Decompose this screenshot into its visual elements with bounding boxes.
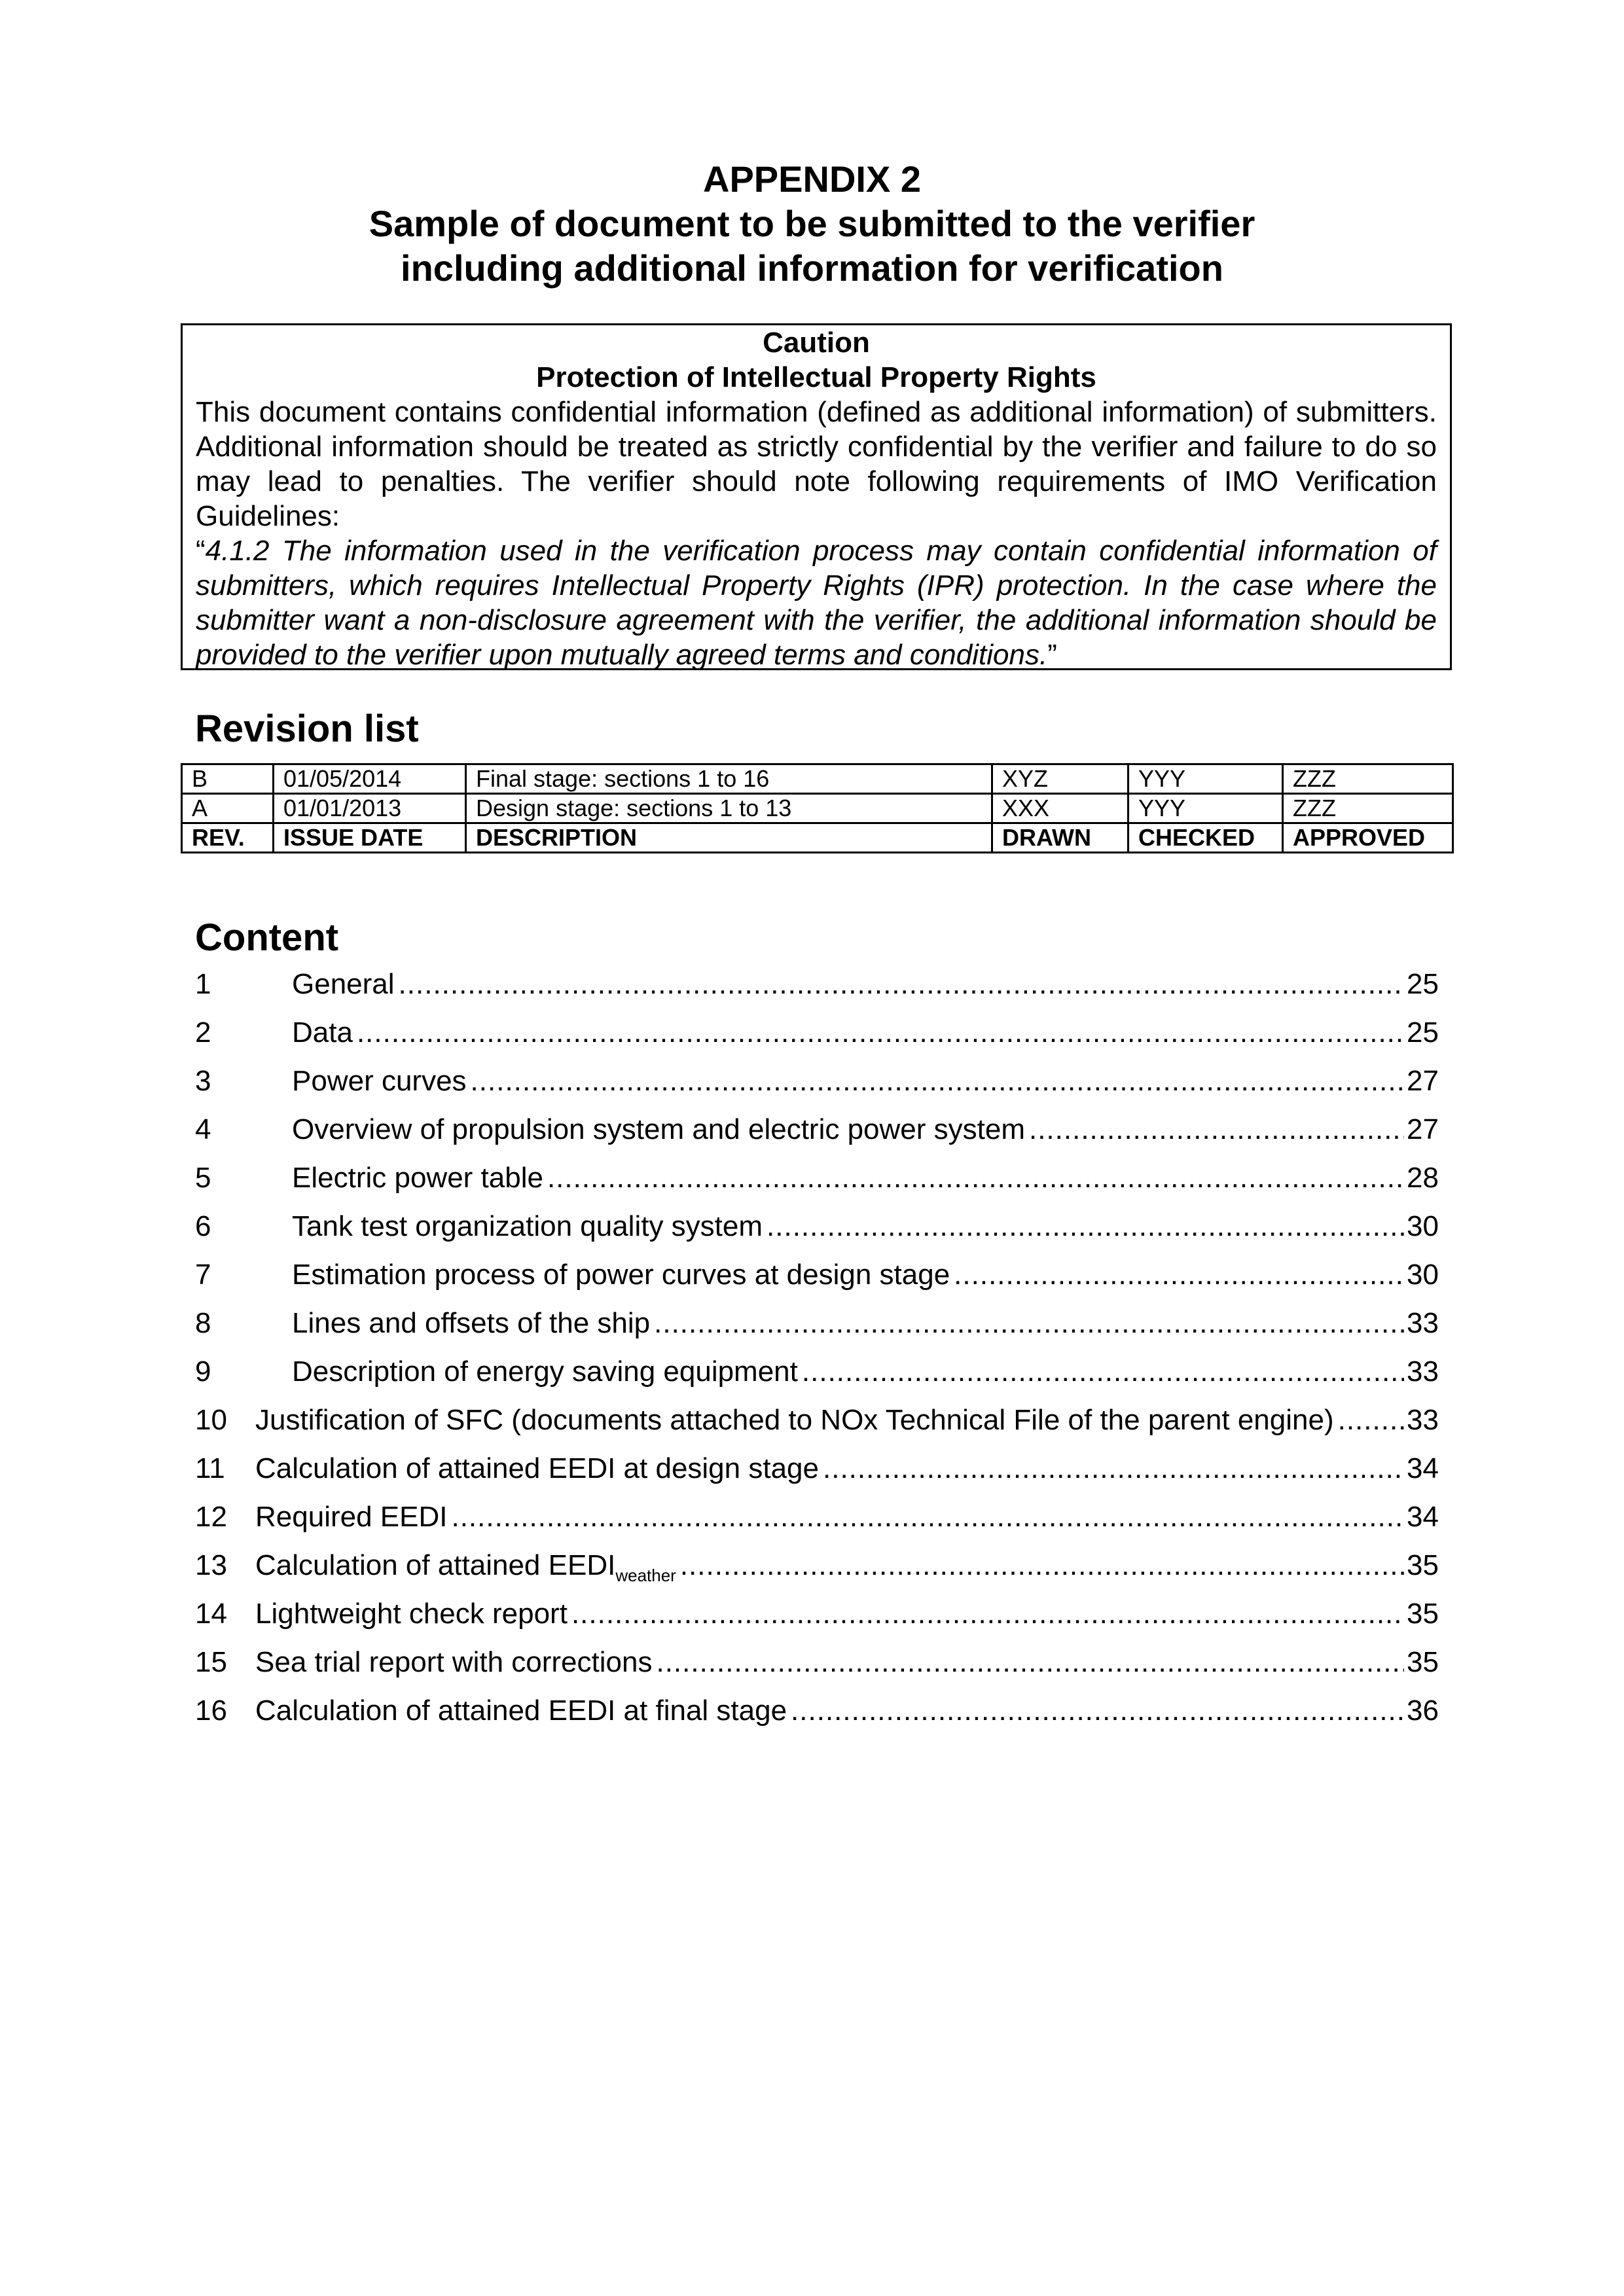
toc-entry-number: 9 <box>195 1355 211 1388</box>
toc-entry-number: 11 <box>195 1452 225 1484</box>
toc-entry-number: 2 <box>195 1016 211 1049</box>
toc-entry-title <box>292 1202 767 1251</box>
toc-entry-page: 33 <box>1407 1307 1439 1339</box>
drawn-cell: XXX <box>992 794 1128 823</box>
description-cell: Design stage: sections 1 to 13 <box>466 794 992 823</box>
quote-open-mark: “ <box>196 535 206 567</box>
toc-entry-page: 30 <box>1407 1210 1439 1242</box>
toc-dot-leader <box>451 1493 1404 1541</box>
toc-entry[interactable] <box>195 1444 1439 1493</box>
issue-date-cell: 01/01/2013 <box>274 794 466 823</box>
caution-quote <box>196 533 1437 672</box>
toc-entry-page: 27 <box>1407 1113 1439 1145</box>
description-cell: Final stage: sections 1 to 16 <box>466 764 992 794</box>
toc-entry-title <box>292 1105 1029 1154</box>
toc-entry-title <box>292 1299 654 1348</box>
toc-entry-title-text: Electric power table <box>292 1162 543 1194</box>
toc-entry-title-text: Lines and offsets of the ship <box>292 1307 651 1339</box>
toc-entry-page: 25 <box>1407 1016 1439 1049</box>
toc-entry[interactable] <box>195 1057 1439 1105</box>
caution-subtitle: Protection of Intellectual Property Rights <box>536 361 1096 393</box>
toc-entry-page: 34 <box>1407 1452 1439 1484</box>
toc-entry[interactable] <box>195 1105 1439 1154</box>
issue-date-header: ISSUE DATE <box>274 823 466 853</box>
toc-dot-leader <box>791 1687 1404 1735</box>
drawn-cell: XYZ <box>992 764 1128 794</box>
table-row <box>182 764 1453 794</box>
quote-close-mark: ” <box>1047 639 1057 671</box>
toc-entry-title <box>255 1638 656 1687</box>
toc-entry[interactable] <box>195 1638 1439 1687</box>
toc-entry-title-text: Estimation process of power curves at design stage <box>292 1259 950 1291</box>
toc-entry-page: 34 <box>1407 1501 1439 1533</box>
toc-dot-leader <box>471 1057 1405 1105</box>
caution-quote-text: 4.1.2 The information used in the verification process may contain confidential information of submitters, which requires Intellectual Property Rights (IPR) protection. In the case where the submitter want a non-disclosure agreement with the verifier, the additional information should be provided to the verifier upon mutually agreed terms and conditions. <box>196 535 1437 671</box>
toc-entry-page: 25 <box>1407 968 1439 1000</box>
table-row <box>182 794 1453 823</box>
toc-entry-number: 6 <box>195 1210 211 1242</box>
appendix-subtitle-line2: including additional information for verification <box>401 247 1223 289</box>
toc-entry-title <box>292 960 399 1009</box>
table-of-contents <box>195 960 1439 1735</box>
toc-entry-number: 15 <box>195 1646 227 1678</box>
toc-entry[interactable] <box>195 1493 1439 1541</box>
toc-entry-title-text: Tank test organization quality system <box>292 1210 763 1242</box>
caution-box <box>181 323 1452 670</box>
toc-entry[interactable] <box>195 1590 1439 1638</box>
rev-cell: B <box>182 764 274 794</box>
checked-cell: YYY <box>1128 794 1283 823</box>
toc-entry-title <box>292 1009 357 1057</box>
toc-entry[interactable] <box>195 1251 1439 1299</box>
toc-dot-leader <box>954 1251 1404 1299</box>
table-header-row <box>182 823 1453 853</box>
description-header: DESCRIPTION <box>466 823 992 853</box>
toc-entry-title-text: Overview of propulsion system and electric power system <box>292 1113 1025 1145</box>
toc-entry[interactable] <box>195 960 1439 1009</box>
appendix-title: APPENDIX 2 <box>703 158 921 200</box>
toc-entry[interactable] <box>195 1154 1439 1202</box>
toc-entry-number: 4 <box>195 1113 211 1145</box>
toc-dot-leader <box>399 960 1405 1009</box>
toc-entry-title-text: Required EEDI <box>255 1501 448 1533</box>
toc-entry-number: 13 <box>195 1549 227 1581</box>
rev-header: REV. <box>182 823 274 853</box>
toc-entry[interactable] <box>195 1009 1439 1057</box>
toc-entry-page: 33 <box>1407 1355 1439 1388</box>
toc-dot-leader <box>767 1202 1404 1251</box>
toc-entry-page: 35 <box>1407 1646 1439 1678</box>
appendix-subtitle-line1: Sample of document to be submitted to the verifier <box>369 203 1255 244</box>
toc-entry-page: 30 <box>1407 1259 1439 1291</box>
toc-entry-title-text: Calculation of attained EEDI at design stage <box>255 1452 819 1484</box>
content-heading: Content <box>195 916 339 959</box>
toc-entry-title-text: Lightweight check report <box>255 1598 568 1630</box>
toc-dot-leader <box>571 1590 1404 1638</box>
toc-entry-title-text: Data <box>292 1016 353 1049</box>
toc-entry-title <box>255 1444 823 1493</box>
toc-entry-title-text: General <box>292 968 395 1000</box>
toc-entry-title <box>292 1251 954 1299</box>
issue-date-cell: 01/05/2014 <box>274 764 466 794</box>
toc-entry-page: 27 <box>1407 1065 1439 1097</box>
appendix-heading <box>0 157 1624 291</box>
approved-cell: ZZZ <box>1283 794 1453 823</box>
toc-dot-leader <box>1029 1105 1404 1154</box>
checked-header: CHECKED <box>1128 823 1283 853</box>
caution-body: This document contains confidential information (defined as additional information) of submitters. Additional information should be treated as strictly confidential by the verifier and failure to do so may lead to penalties. The verifier should note following requirements of IMO Verification Guidelines: <box>196 396 1437 532</box>
toc-entry-title <box>292 1348 802 1396</box>
toc-entry-title <box>255 1687 791 1735</box>
toc-entry-title <box>255 1396 1338 1444</box>
toc-entry-title-subscript: weather <box>615 1566 676 1585</box>
toc-entry[interactable] <box>195 1348 1439 1396</box>
toc-dot-leader <box>823 1444 1404 1493</box>
toc-dot-leader <box>802 1348 1404 1396</box>
toc-dot-leader <box>654 1299 1404 1348</box>
toc-entry-number: 10 <box>195 1404 227 1436</box>
toc-entry-page: 36 <box>1407 1695 1439 1727</box>
toc-entry-number: 12 <box>195 1501 227 1533</box>
toc-entry-number: 16 <box>195 1695 227 1727</box>
toc-entry-title-text: Calculation of attained EEDI at final stage <box>255 1695 787 1727</box>
toc-dot-leader <box>1338 1396 1404 1444</box>
toc-entry-title-text: Sea trial report with corrections <box>255 1646 653 1678</box>
toc-entry-page: 28 <box>1407 1162 1439 1194</box>
toc-entry-title <box>255 1493 451 1541</box>
toc-entry-number: 5 <box>195 1162 211 1194</box>
toc-entry-page: 35 <box>1407 1549 1439 1581</box>
toc-entry-page: 35 <box>1407 1598 1439 1630</box>
revision-list-heading: Revision list <box>195 708 419 750</box>
rev-cell: A <box>182 794 274 823</box>
toc-entry-number: 7 <box>195 1259 211 1291</box>
toc-entry[interactable] <box>195 1396 1439 1444</box>
toc-entry[interactable] <box>195 1299 1439 1348</box>
toc-entry-number: 14 <box>195 1598 227 1630</box>
toc-dot-leader <box>680 1541 1404 1590</box>
toc-entry-title <box>292 1057 471 1105</box>
toc-entry-title <box>255 1590 571 1638</box>
approved-header: APPROVED <box>1283 823 1453 853</box>
toc-entry-title-text: Justification of SFC (documents attached to NOx Technical File of the parent engine) <box>255 1404 1334 1436</box>
toc-entry-number: 3 <box>195 1065 211 1097</box>
toc-entry-number: 8 <box>195 1307 211 1339</box>
approved-cell: ZZZ <box>1283 764 1453 794</box>
toc-entry[interactable] <box>195 1687 1439 1735</box>
toc-dot-leader <box>656 1638 1404 1687</box>
toc-entry-number: 1 <box>195 968 211 1000</box>
toc-dot-leader <box>357 1009 1404 1057</box>
checked-cell: YYY <box>1128 764 1283 794</box>
toc-dot-leader <box>547 1154 1404 1202</box>
toc-entry-title-text: Description of energy saving equipment <box>292 1355 798 1388</box>
caution-title: Caution <box>763 327 870 359</box>
revision-table <box>181 763 1454 853</box>
toc-entry[interactable] <box>195 1541 1439 1590</box>
toc-entry-title <box>292 1154 547 1202</box>
toc-entry-title-text: Power curves <box>292 1065 467 1097</box>
toc-entry-title-text: Calculation of attained EEDI <box>255 1549 616 1581</box>
drawn-header: DRAWN <box>992 823 1128 853</box>
toc-entry[interactable] <box>195 1202 1439 1251</box>
toc-entry-page: 33 <box>1407 1404 1439 1436</box>
